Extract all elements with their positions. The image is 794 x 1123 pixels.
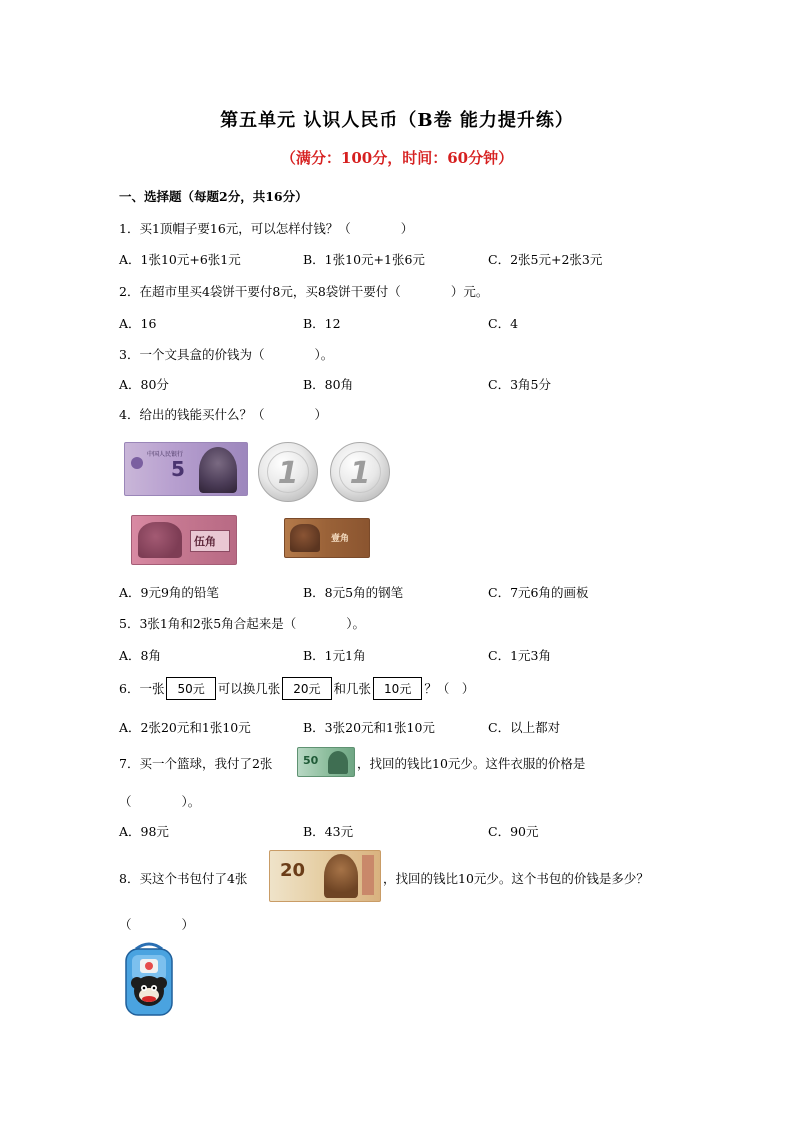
- q6-option-a[interactable]: A．2张20元和1张10元: [119, 720, 251, 735]
- q7-option-b[interactable]: B．43元: [303, 824, 354, 839]
- q4-option-a[interactable]: A．9元9角的铅笔: [119, 585, 219, 600]
- q6-box-10-yuan: 10元: [373, 677, 422, 700]
- q4-option-b[interactable]: B．8元5角的钢笔: [303, 585, 404, 600]
- one-yuan-coin-image-2: [330, 442, 390, 502]
- page-title: 第五单元 认识人民币（B卷 能力提升练）: [220, 110, 574, 131]
- q2-option-b[interactable]: B．12: [303, 316, 341, 331]
- question-7-cont: ，找回的钱比10元少。这件衣服的价格是: [357, 756, 586, 771]
- question-7: 7．买一个篮球，我付了2张: [119, 756, 273, 771]
- q5-option-b[interactable]: B．1元1角: [303, 648, 366, 663]
- page-subtitle: （满分：100分，时间：60分钟）: [280, 149, 514, 167]
- question-3: 3．一个文具盒的价钱为（ ）。: [119, 347, 334, 362]
- q7-option-a[interactable]: A．98元: [119, 824, 169, 839]
- note-value-5: 5: [171, 457, 185, 481]
- note-bank-name: 中国人民银行: [147, 451, 184, 458]
- five-jiao-note-image: [131, 515, 237, 565]
- q6-box-50-yuan: 50元: [166, 677, 215, 700]
- q2-option-a[interactable]: A．16: [119, 316, 157, 331]
- question-1: 1．买1顶帽子要16元，可以怎样付钱？（ ）: [119, 221, 414, 236]
- q6-option-b[interactable]: B．3张20元和1张10元: [303, 720, 435, 735]
- question-8-cont: ，找回的钱比10元少。这个书包的价钱是多少？: [383, 871, 649, 886]
- q6-text-part-3: 和几张: [333, 681, 372, 696]
- q6-box-20-yuan: 20元: [282, 677, 331, 700]
- security-strip: [362, 855, 374, 895]
- portrait-figures: [138, 522, 182, 558]
- backpack-drawing: [122, 939, 176, 1017]
- portrait-figure: [199, 447, 237, 493]
- question-6: [119, 677, 474, 700]
- note-value-50: 50: [303, 754, 319, 767]
- five-yuan-note-image: [124, 442, 248, 496]
- q3-option-c[interactable]: C．3角5分: [488, 377, 551, 392]
- question-5: 5．3张1角和2张5角合起来是（ ）。: [119, 616, 366, 631]
- q3-option-b[interactable]: B．80角: [303, 377, 354, 392]
- question-4: 4．给出的钱能买什么？（ ）: [119, 407, 327, 422]
- q1-option-b[interactable]: B．1张10元+1张6元: [303, 252, 425, 267]
- q5-option-a[interactable]: A．8角: [119, 648, 161, 663]
- q6-text-part-2: 可以换几张: [217, 681, 281, 696]
- q8-answer-blank[interactable]: （ ）: [119, 917, 195, 932]
- q7-answer-blank[interactable]: （ ）。: [119, 794, 201, 809]
- fifty-yuan-note-image: [297, 747, 355, 777]
- q7-option-c[interactable]: C．90元: [488, 824, 539, 839]
- question-2: 2．在超市里买4袋饼干要付8元，买8袋饼干要付（ ）元。: [119, 284, 489, 299]
- q1-option-c[interactable]: C．2张5元+2张3元: [488, 252, 603, 267]
- backpack-image: [122, 939, 176, 1017]
- q6-text-part-1: 6．一张: [119, 681, 165, 696]
- q6-text-part-4: ？（ ）: [424, 681, 475, 696]
- portrait-figures: [290, 524, 320, 552]
- section-heading: 一、选择题（每题2分，共16分）: [119, 189, 308, 204]
- note-value-wujiao: 伍角: [194, 535, 216, 548]
- coin-value: 1: [349, 456, 371, 491]
- question-8: 8．买这个书包付了4张: [119, 871, 248, 886]
- q2-option-c[interactable]: C．4: [488, 316, 519, 331]
- one-yuan-coin-image: [258, 442, 318, 502]
- q4-option-c[interactable]: C．7元6角的画板: [488, 585, 589, 600]
- q6-option-c[interactable]: C．以上都对: [488, 720, 561, 735]
- note-value-20: 20: [280, 860, 306, 881]
- portrait-figure: [328, 751, 348, 774]
- q5-option-c[interactable]: C．1元3角: [488, 648, 551, 663]
- q3-option-a[interactable]: A．80分: [119, 377, 169, 392]
- one-jiao-note-image: [284, 518, 370, 558]
- note-value-yijiao: 壹角: [331, 534, 350, 544]
- coin-value: 1: [277, 456, 299, 491]
- twenty-yuan-note-image: [269, 850, 381, 902]
- emblem-mark: [131, 457, 143, 469]
- q1-option-a[interactable]: A．1张10元+6张1元: [119, 252, 241, 267]
- portrait-figure: [324, 854, 358, 898]
